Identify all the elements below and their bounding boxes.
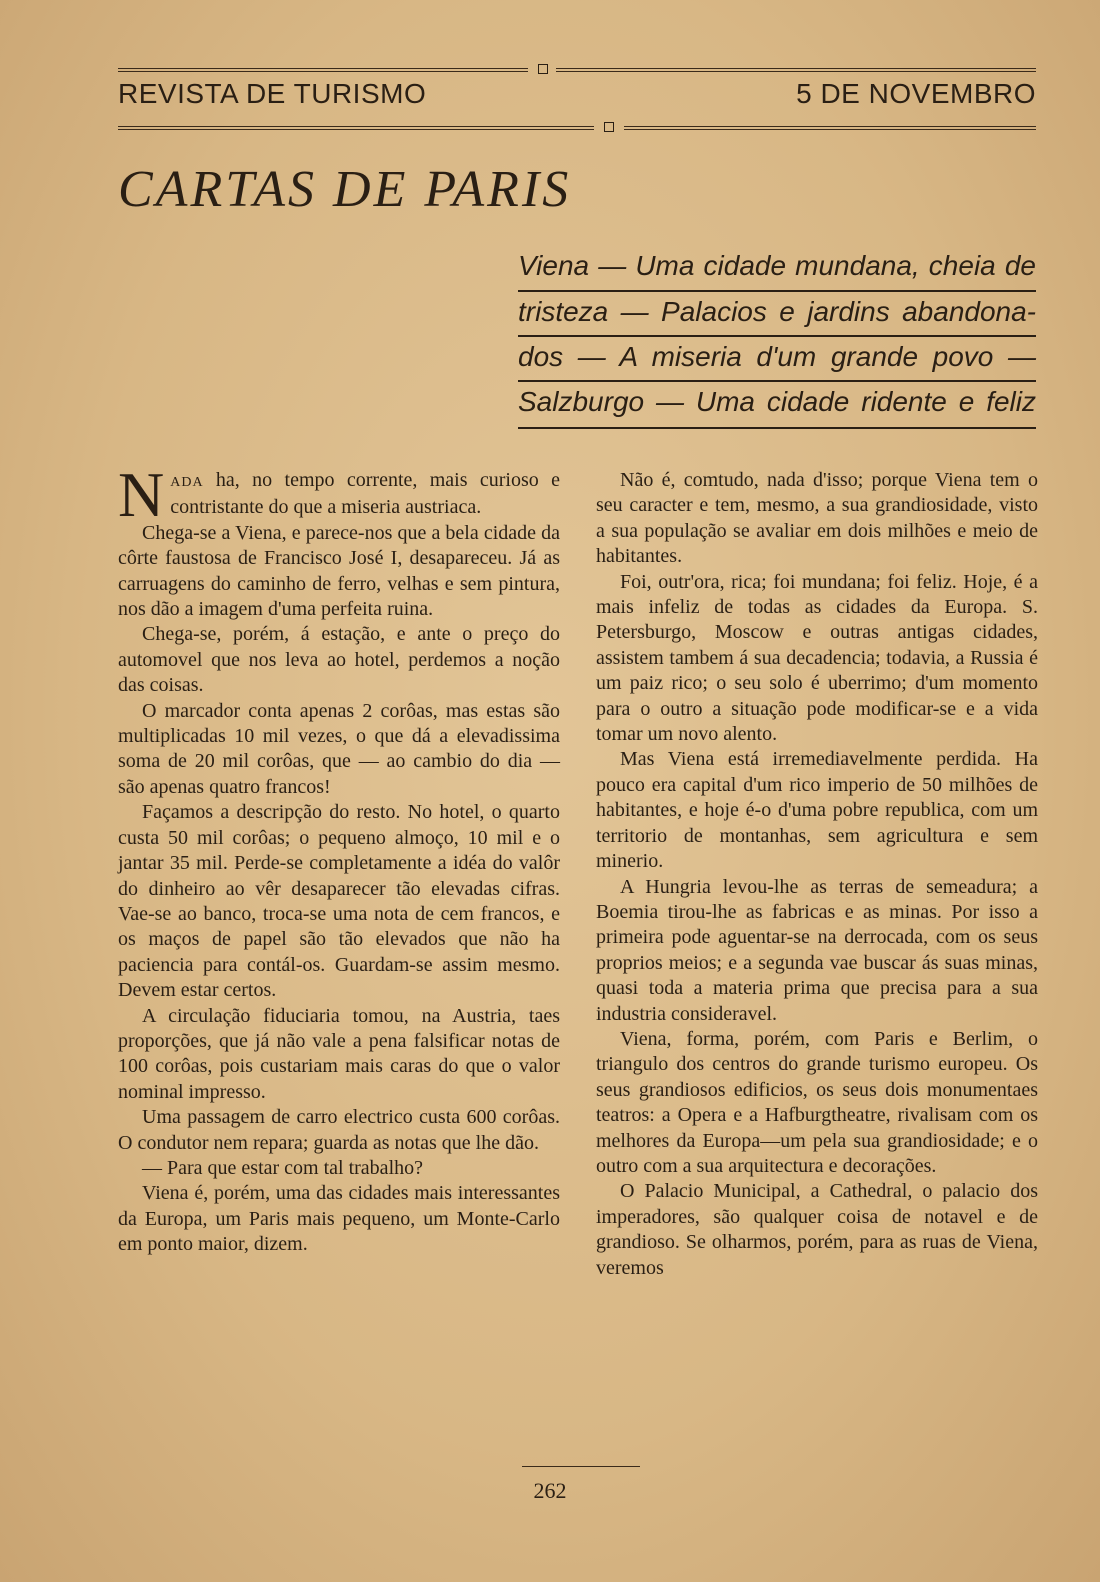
subtitle-line: Viena — Uma cidade mundana, cheia de bbox=[518, 250, 1036, 281]
paragraph: Mas Viena está irremediavelmente perdida. Ha pouco era capital d'um rico imperio de 50 milhões de habitantes, e hoje é-o d'uma pobre republica, com um territorio de montanhas, sem agricultura e sem minerio. bbox=[596, 748, 1038, 873]
paragraph: Chega-se, porém, á estação, e ante o preço do automovel que nos leva ao hotel, perdemos a noção das coisas. bbox=[118, 623, 560, 697]
paragraph: Viena, forma, porém, com Paris e Berlim, o triangulo dos centros do grande turismo europeu. Os seus grandiosos edificios, os seus dois monumentaes teatros: a Opera e a Hafburgtheatre, rivalisam com os melhores da Europa—um pela sua grandiosidade; e o outro com a sua arquitectura e decorações. bbox=[596, 1027, 1038, 1177]
paragraph: Uma passagem de carro electrico custa 600 corôas. O condutor nem repara; guarda as notas que lhe dão. bbox=[118, 1106, 560, 1154]
subtitle-rule bbox=[518, 427, 1036, 429]
article-title: CARTAS DE PARIS bbox=[118, 161, 572, 218]
header-top-rule bbox=[118, 68, 528, 72]
subtitle-rule bbox=[518, 290, 1036, 292]
paragraph: Chega-se a Viena, e parece-nos que a bela cidade da côrte faustosa de Francisco José I, desapareceu. Já as carruagens do caminho de ferro, velhas e sem pintura, nos dão a imagem d'uma perfeita ruina. bbox=[118, 521, 560, 621]
subtitle-rule bbox=[518, 380, 1036, 382]
paragraph: A circulação fiduciaria tomou, na Austria, taes proporções, que já não vale a pena falsificar notas de 100 corôas, pois custariam mais caras do que o valor nominal impresso. bbox=[118, 1004, 560, 1103]
right-column bbox=[596, 468, 1038, 1281]
footer-rule bbox=[522, 1466, 640, 1467]
page-number: 262 bbox=[533, 1478, 567, 1503]
paragraph bbox=[118, 459, 560, 530]
ornament-square bbox=[604, 122, 614, 132]
first-word-small-caps: ADA bbox=[170, 475, 204, 490]
header-bottom-rule-right bbox=[624, 126, 1036, 130]
paragraph: Foi, outr'ora, rica; foi mundana; foi feliz. Hoje, é a mais infeliz de todas as cidades da Europa. S. Petersburgo, Moscow e outras antigas cidades, assistem tambem á sua decadencia; todavia, a Russia é um paiz rico; o seu solo é uberrimo; d'um momento para o outro a situação pode modificar-se e a vida tomar um novo alento. bbox=[596, 570, 1038, 746]
paragraph: A Hungria levou-lhe as terras de semeadura; a Boemia tirou-lhe as fabricas e as minas. Por isso a primeira pode aguentar-se na derrocada, com os seus proprios meios; e a segunda vae buscar ás suas minas, quasi toda a materia prima que precisa para a sua industria consideravel. bbox=[596, 875, 1038, 1025]
ornament-square bbox=[538, 64, 548, 74]
paragraph-text: ha, no tempo corrente, mais curioso e contristante do que a miseria austriaca. bbox=[170, 469, 560, 519]
issue-date: 5 DE NOVEMBRO bbox=[796, 78, 1036, 109]
paragraph: Viena é, porém, uma das cidades mais interessantes da Europa, um Paris mais pequeno, um Monte-Carlo em ponto maior, dizem. bbox=[118, 1182, 560, 1256]
subtitle-rule bbox=[518, 335, 1036, 337]
publication-name: REVISTA DE TURISMO bbox=[118, 78, 427, 109]
left-column bbox=[118, 459, 560, 1258]
subtitle-line: dos — A miseria d'um grande povo — bbox=[518, 341, 1036, 372]
paragraph: O marcador conta apenas 2 corôas, mas estas são multiplicadas 10 mil vezes, o que dá a elevadissima soma de 20 mil corôas, que — ao cambio do dia — são apenas quatro francos! bbox=[118, 699, 560, 798]
subtitle-line: Salzburgo — Uma cidade ridente e feliz bbox=[518, 386, 1036, 417]
subtitle-line: tristeza — Palacios e jardins abandona- bbox=[518, 296, 1036, 327]
drop-cap: N bbox=[118, 459, 165, 530]
paragraph: Façamos a descripção do resto. No hotel, o quarto custa 50 mil corôas; o pequeno almoço, 10 mil e o jantar 35 mil. Perde-se completamente a idéa do valôr do dinheiro ao vêr desaparecer tão elevadas cifras. Vae-se ao banco, troca-se uma nota de cem francos, e os maços de papel são tão elevados que não ha paciencia para contál-os. Guardam-se assim mesmo. Devem estar certos. bbox=[118, 801, 560, 1002]
header-bottom-rule bbox=[118, 126, 594, 130]
paragraph: O Palacio Municipal, a Cathedral, o palacio dos imperadores, são qualquer coisa de notavel e de grandioso. Se olharmos, porém, para as ruas de Viena, veremos bbox=[596, 1180, 1038, 1279]
paragraph: — Para que estar com tal trabalho? bbox=[142, 1156, 423, 1179]
header-top-rule-right bbox=[556, 68, 1036, 72]
paragraph: Não é, comtudo, nada d'isso; porque Viena tem o seu caracter e tem, mesmo, a sua grandiosidade, visto a sua população se avaliar em dois milhões e meio de habitantes. bbox=[596, 469, 1038, 568]
